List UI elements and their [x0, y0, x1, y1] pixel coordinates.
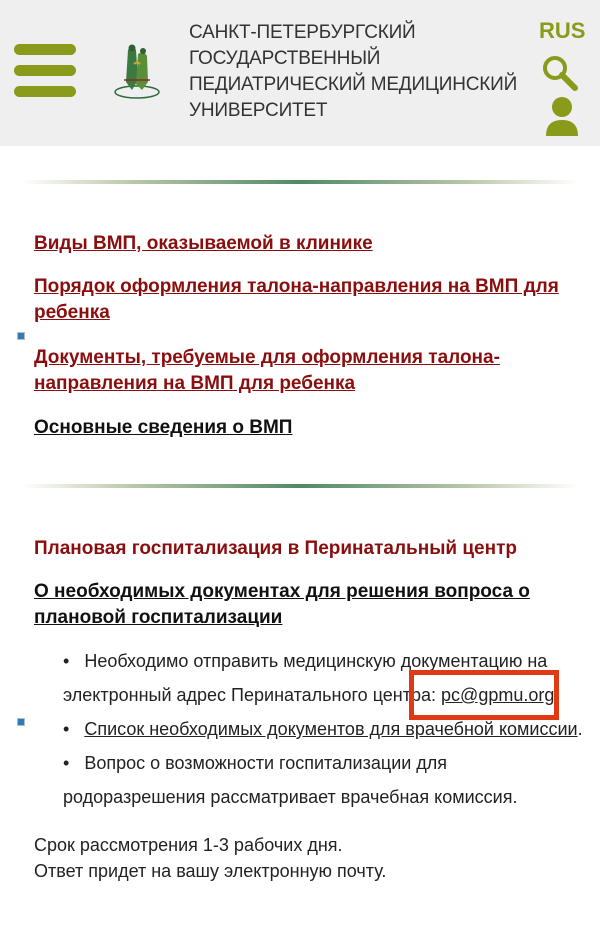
email-link[interactable]: pc@gpmu.org: [441, 685, 555, 705]
list-item-continuation: [63, 787, 517, 808]
university-name-line: ГОСУДАРСТВЕННЫЙ: [189, 48, 381, 69]
bullet-icon: •: [63, 753, 70, 773]
bullet-text: родоразрешения рассматривает врачебная комиссия.: [63, 787, 518, 807]
bullet-suffix: .: [577, 719, 583, 739]
university-logo-icon[interactable]: [112, 40, 162, 102]
subheading-line[interactable]: плановой госпитализации: [34, 607, 283, 628]
required-documents-heading[interactable]: [34, 579, 574, 631]
university-name: [189, 20, 519, 124]
university-name-line: САНКТ-ПЕТЕРБУРГСКИЙ: [189, 22, 416, 43]
bullet-text: электронный адрес Перинатального центра:: [63, 685, 442, 705]
perinatal-heading: Плановая госпитализация в Перинатальный центр: [34, 538, 518, 559]
side-marker-icon: [17, 332, 25, 340]
link-vmp-basics[interactable]: Основные сведения о ВМП: [34, 417, 293, 438]
list-item: [63, 719, 583, 740]
list-item: [63, 651, 547, 672]
bullet-icon: •: [63, 651, 70, 671]
link-vmp-referral-procedure[interactable]: Порядок оформления талона-направления на ВМП для: [34, 276, 559, 297]
link-vmp-documents-cont[interactable]: направления на ВМП для ребенка: [34, 373, 356, 394]
link-vmp-documents[interactable]: Документы, требуемые для оформления талона-: [34, 347, 500, 368]
bullet-text: Вопрос о возможности госпитализации для: [84, 753, 448, 773]
list-item: [63, 753, 447, 774]
search-icon[interactable]: [541, 54, 579, 92]
bullet-icon: •: [63, 719, 70, 739]
site-header: [0, 0, 600, 146]
section-divider: [22, 180, 578, 184]
link-vmp-referral-procedure-cont[interactable]: ребенка: [34, 302, 110, 323]
review-period-text: Срок рассмотрения 1-3 рабочих дня.: [34, 835, 343, 855]
section-divider: [22, 484, 578, 488]
link-vmp-types[interactable]: Виды ВМП, оказываемой в клинике: [34, 233, 373, 254]
user-account-icon[interactable]: [544, 96, 580, 136]
language-switch[interactable]: RUS: [539, 18, 586, 43]
university-name-line: ПЕДИАТРИЧЕСКИЙ МЕДИЦИНСКИЙ: [189, 74, 518, 95]
subheading-line[interactable]: О необходимых документах для решения вопроса о: [34, 581, 530, 602]
email-highlight-box: [409, 670, 559, 720]
bullet-text: Необходимо отправить медицинскую документацию на: [84, 651, 548, 671]
documents-list-link[interactable]: Список необходимых документов для врачебной комиссии: [84, 719, 578, 739]
menu-hamburger-icon[interactable]: [14, 44, 76, 98]
reply-info-text: Ответ придет на вашу электронную почту.: [34, 861, 387, 881]
university-name-line: УНИВЕРСИТЕТ: [189, 100, 328, 121]
side-marker-icon: [17, 718, 25, 726]
